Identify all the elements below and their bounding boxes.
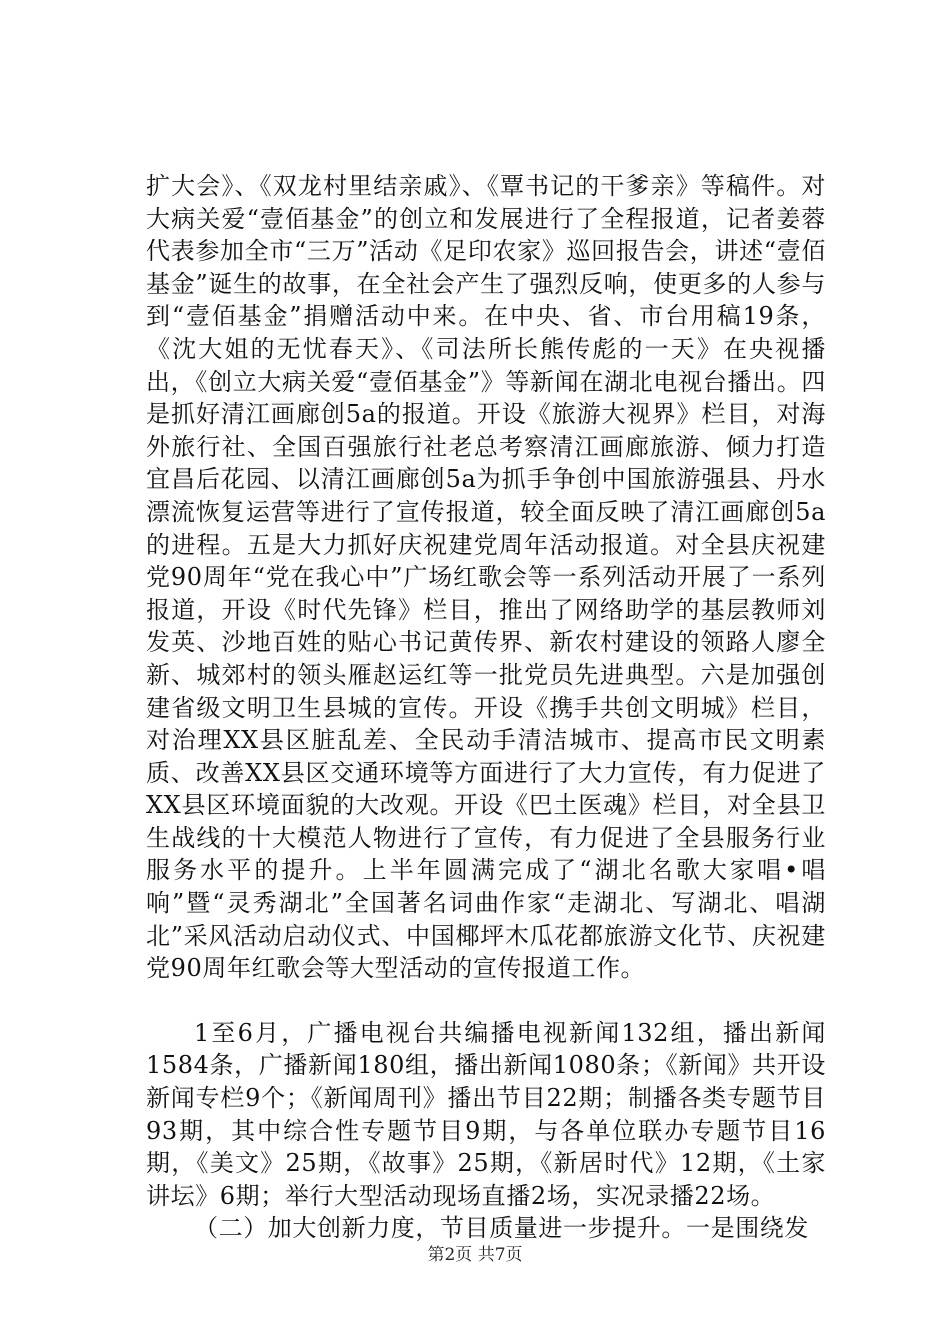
paragraph-3: （二）加大创新力度，节目质量进一步提升。一是围绕发 [194, 1214, 809, 1243]
paragraph-2: 1至6月，广播电视台共编播电视新闻132组，播出新闻1584条，广播新闻180组，播出新闻1080条；《新闻》共开设新闻专栏9个；《新闻周刊》播出节目22期；制播各类专题节目93期，其中综合性专题节目9期，与各单位联办专题节目16期，《美文》25期，《故事》25期，《新居时代》12期，《土家讲坛》6期；举行大型活动现场直播2场，实况录播22场。 [146, 1018, 826, 1210]
paragraph-1: 扩大会》、《双龙村里结亲戚》、《覃书记的干爹亲》等稿件。对大病关爱“壹佰基金”的创立和发展进行了全程报道，记者姜蓉代表参加全市“三万”活动《足印农家》巡回报告会，讲述“壹佰基金”诞生的故事，在全社会产生了强烈反响，使更多的人参与到“壹佰基金”捐赠活动中来。在中央、省、市台用稿19条，《沈大姐的无忧春天》、《司法所长熊传彪的一天》在央视播出，《创立大病关爱“壹佰基金”》等新闻在湖北电视台播出。四是抓好清江画廊创5a的报道。开设《旅游大视界》栏目，对海外旅行社、全国百强旅行社老总考察清江画廊旅游、倾力打造宜昌后花园、以清江画廊创5a为抓手争创中国旅游强县、丹水漂流恢复运营等进行了宣传报道，较全面反映了清江画廊创5a的进程。五是大力抓好庆祝建党周年活动报道。对全县庆祝建党90周年“党在我心中”广场红歌会等一系列活动开展了一系列报道，开设《时代先锋》栏目，推出了网络助学的基层教师刘发英、沙地百姓的贴心书记黄传界、新农村建设的领路人廖全新、城郊村的领头雁赵运红等一批党员先进典型。六是加强创建省级文明卫生县城的宣传。开设《携手共创文明城》栏目，对治理XX县区脏乱差、全民动手清洁城市、提高市民文明素质、改善XX县区交通环境等方面进行了大力宣传，有力促进了XX县区环境面貌的大改观。开设《巴土医魂》栏目，对全县卫生战线的十大模范人物进行了宣传，有力促进了全县服务行业服务水平的提升。上半年圆满完成了“湖北名歌大家唱•唱响”暨“灵秀湖北”全国著名词曲作家“走湖北、写湖北、唱湖北”采风活动启动仪式、中国椰坪木瓜花都旅游文化节、庆祝建党90周年红歌会等大型活动的宣传报道工作。 [146, 172, 826, 983]
page-footer: 第2页 共7页 [427, 1245, 523, 1265]
document-body [146, 170, 826, 1245]
